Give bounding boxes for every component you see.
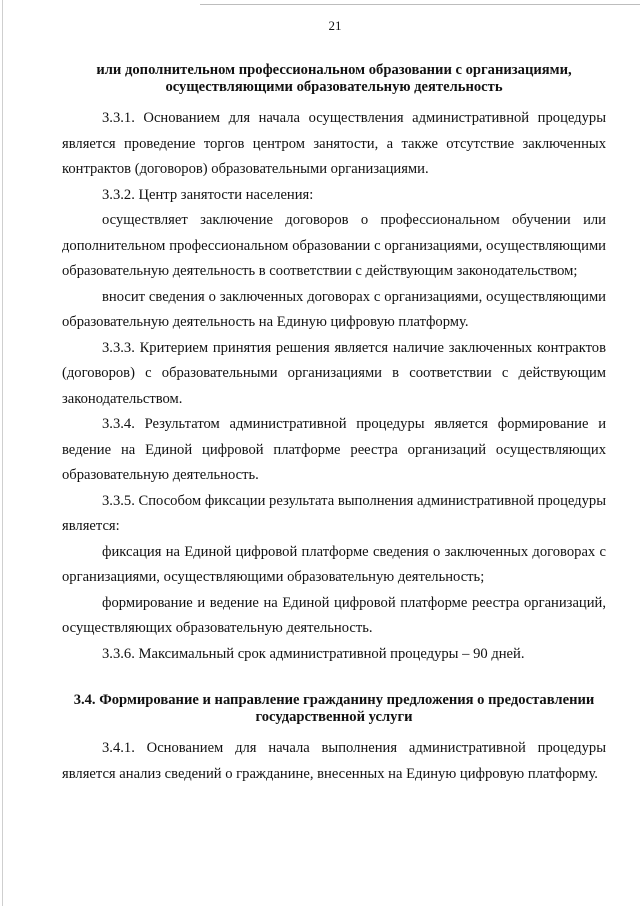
section-heading-3-4: 3.4. Формирование и направление гражданину предложения о предоставлении государственной услуги <box>73 692 595 725</box>
continued-heading: или дополнительном профессиональном образовании с организациями, осуществляющими образовательную деятельность <box>96 62 572 95</box>
paragraph-3-3-2-item-1: осуществляет заключение договоров о профессиональном обучении или дополнительном профессиональном образовании с организациями, осуществляющими образовательную деятельность в соответствии с действующим законодательством; <box>62 212 606 279</box>
paragraph-3-3-5-item-1: фиксация на Единой цифровой платформе сведения о заключенных договорах с организациями, осуществляющими образовательную деятельность; <box>62 543 606 585</box>
page-top-edge <box>200 4 640 5</box>
paragraph-3-3-5: 3.3.5. Способом фиксации результата выполнения административной процедуры является: <box>62 492 606 534</box>
document-body <box>62 62 606 787</box>
paragraph-3-3-6: 3.3.6. Максимальный срок административной процедуры – 90 дней. <box>102 645 525 662</box>
paragraph-3-4-1: 3.4.1. Основанием для начала выполнения административной процедуры является анализ сведений о гражданине, внесенных на Единую цифровую платформу. <box>62 740 606 782</box>
paragraph-3-3-5-item-2: формирование и ведение на Единой цифровой платформе реестра организаций, осуществляющих образовательную деятельность. <box>62 594 606 636</box>
page-left-edge <box>2 0 3 906</box>
paragraph-3-3-2-item-2: вносит сведения о заключенных договорах с организациями, осуществляющими образовательную деятельность на Единую цифровую платформу. <box>62 288 606 330</box>
paragraph-3-3-1: 3.3.1. Основанием для начала осуществления административной процедуры является проведение торгов центром занятости, а также отсутствие заключенных контрактов (договоров) образовательными организациями. <box>62 110 606 177</box>
paragraph-3-3-3: 3.3.3. Критерием принятия решения является наличие заключенных контрактов (договоров) с образовательными организациями в соответствии с действующим законодательством. <box>62 339 606 407</box>
paragraph-3-3-2: 3.3.2. Центр занятости населения: <box>102 186 314 203</box>
page-number: 21 <box>328 18 342 33</box>
paragraph-3-3-4: 3.3.4. Результатом административной процедуры является формирование и ведение на Единой цифровой платформе реестра организаций осуществляющих образовательную деятельность. <box>62 416 606 483</box>
